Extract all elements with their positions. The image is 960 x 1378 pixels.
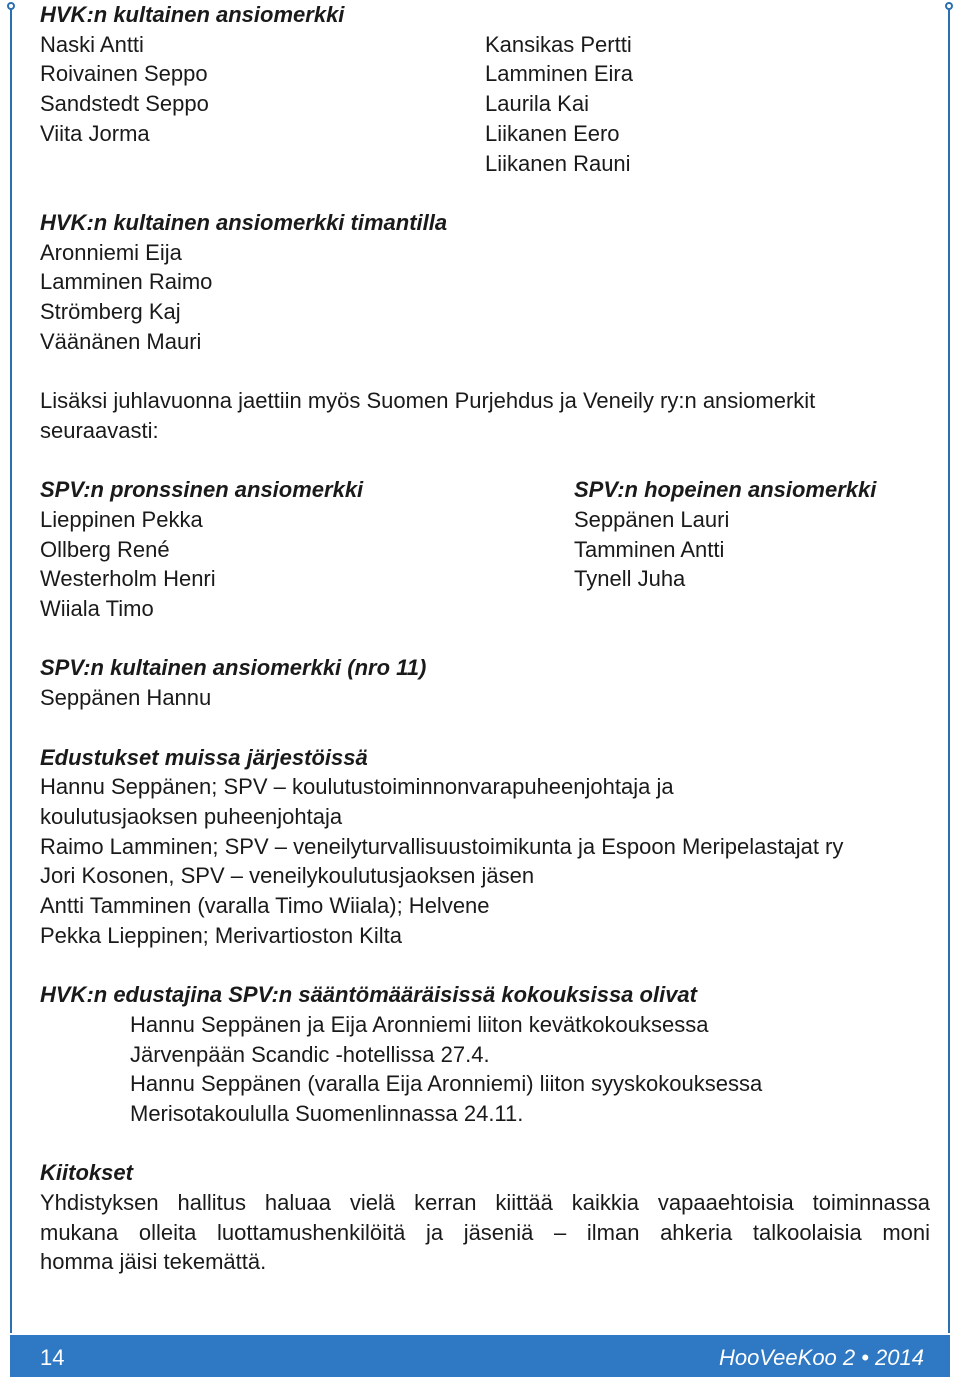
spv-bronze-silver-columns [40,475,930,624]
list-item: Liikanen Eero [485,120,620,146]
list-item: Aronniemi Eija [40,239,182,265]
section-heading-delegates: HVK:n edustajina SPV:n sääntömääräisissä kokouksissa olivat [40,982,697,1008]
section-heading-representation: Edustukset muissa järjestöissä [40,744,368,770]
list-item: Naski Antti [40,31,144,57]
list-item: Roivainen Seppo [40,61,208,87]
text-line: homma jäisi tekemättä. [40,1249,267,1275]
list-item: Kansikas Pertti [485,31,632,57]
spv-silver-list [574,475,876,624]
hvk-gold-columns [40,30,930,179]
list-item: Viita Jorma [40,120,150,146]
hvk-gold-left-list [40,30,485,179]
text-line: koulutusjaoksen puheenjohtaja [40,803,343,829]
section-heading-hvk-gold: HVK:n kultainen ansiomerkki [40,2,345,27]
list-item: Sandstedt Seppo [40,91,209,117]
page-footer [10,1335,950,1377]
journal-issue: HooVeeKoo 2 • 2014 [718,1345,924,1370]
list-item: Lamminen Eira [485,61,633,87]
text-line: Antti Tamminen (varalla Timo Wiiala); Helvene [40,893,490,919]
list-item: Strömberg Kaj [40,299,181,325]
list-item: Westerholm Henri [40,566,216,592]
text-line: Jori Kosonen, SPV – veneilykoulutusjaoksen jäsen [40,863,535,889]
list-item: Liikanen Rauni [485,150,631,176]
spv-bronze-list [40,475,574,624]
frame-line-left [10,8,12,1333]
list-item: Lieppinen Pekka [40,506,203,532]
section-heading-spv-silver: SPV:n hopeinen ansiomerkki [574,477,877,503]
list-item: Tamminen Antti [574,536,725,562]
list-item: Lamminen Raimo [40,269,213,295]
text-line: Pekka Lieppinen; Merivartioston Kilta [40,922,402,948]
hvk-gold-right-list [485,30,633,179]
frame-dot-left [7,2,15,10]
section-heading-spv-bronze: SPV:n pronssinen ansiomerkki [40,477,364,503]
list-item: Laurila Kai [485,91,589,117]
text-line: Järvenpään Scandic -hotellissa 27.4. [130,1041,490,1067]
intro-paragraph-line: Lisäksi juhlavuonna jaettiin myös Suomen Purjehdus ja Veneily ry:n ansiomerkit [40,388,816,414]
list-item: Tynell Juha [574,566,686,592]
text-line: Hannu Seppänen (varalla Eija Aronniemi) liiton syyskokouksessa [130,1071,763,1097]
section-heading-thanks: Kiitokset [40,1160,133,1186]
text-line: Raimo Lamminen; SPV – veneilyturvallisuustoimikunta ja Espoon Meripelastajat ry [40,833,844,859]
list-item: Seppänen Lauri [574,506,730,532]
text-line: Merisotakoululla Suomenlinnassa 24.11. [130,1100,524,1126]
page-number: 14 [40,1345,65,1370]
list-item: Wiiala Timo [40,596,154,622]
frame-line-right [948,8,950,1333]
section-heading-hvk-gold-diamond: HVK:n kultainen ansiomerkki timantilla [40,209,448,235]
intro-paragraph-line: seuraavasti: [40,417,159,443]
frame-dot-right [945,2,953,10]
list-item: Ollberg René [40,536,170,562]
page-content [40,0,930,1277]
text-line: Hannu Seppänen ja Eija Aronniemi liiton kevätkokouksessa [130,1011,709,1037]
list-item: Väänänen Mauri [40,328,202,354]
text-line: Hannu Seppänen; SPV – koulutustoiminnonvarapuheenjohtaja ja [40,774,674,800]
list-item: Seppänen Hannu [40,685,212,711]
text-line: mukana olleita luottamushenkilöitä ja jäseniä – ilman ahkeria talkoolaisia moni [40,1219,930,1245]
section-heading-spv-gold: SPV:n kultainen ansiomerkki (nro 11) [40,655,427,681]
text-line: Yhdistyksen hallitus haluaa vielä kerran kiittää kaikkia vapaaehtoisia toiminnassa [40,1190,930,1216]
